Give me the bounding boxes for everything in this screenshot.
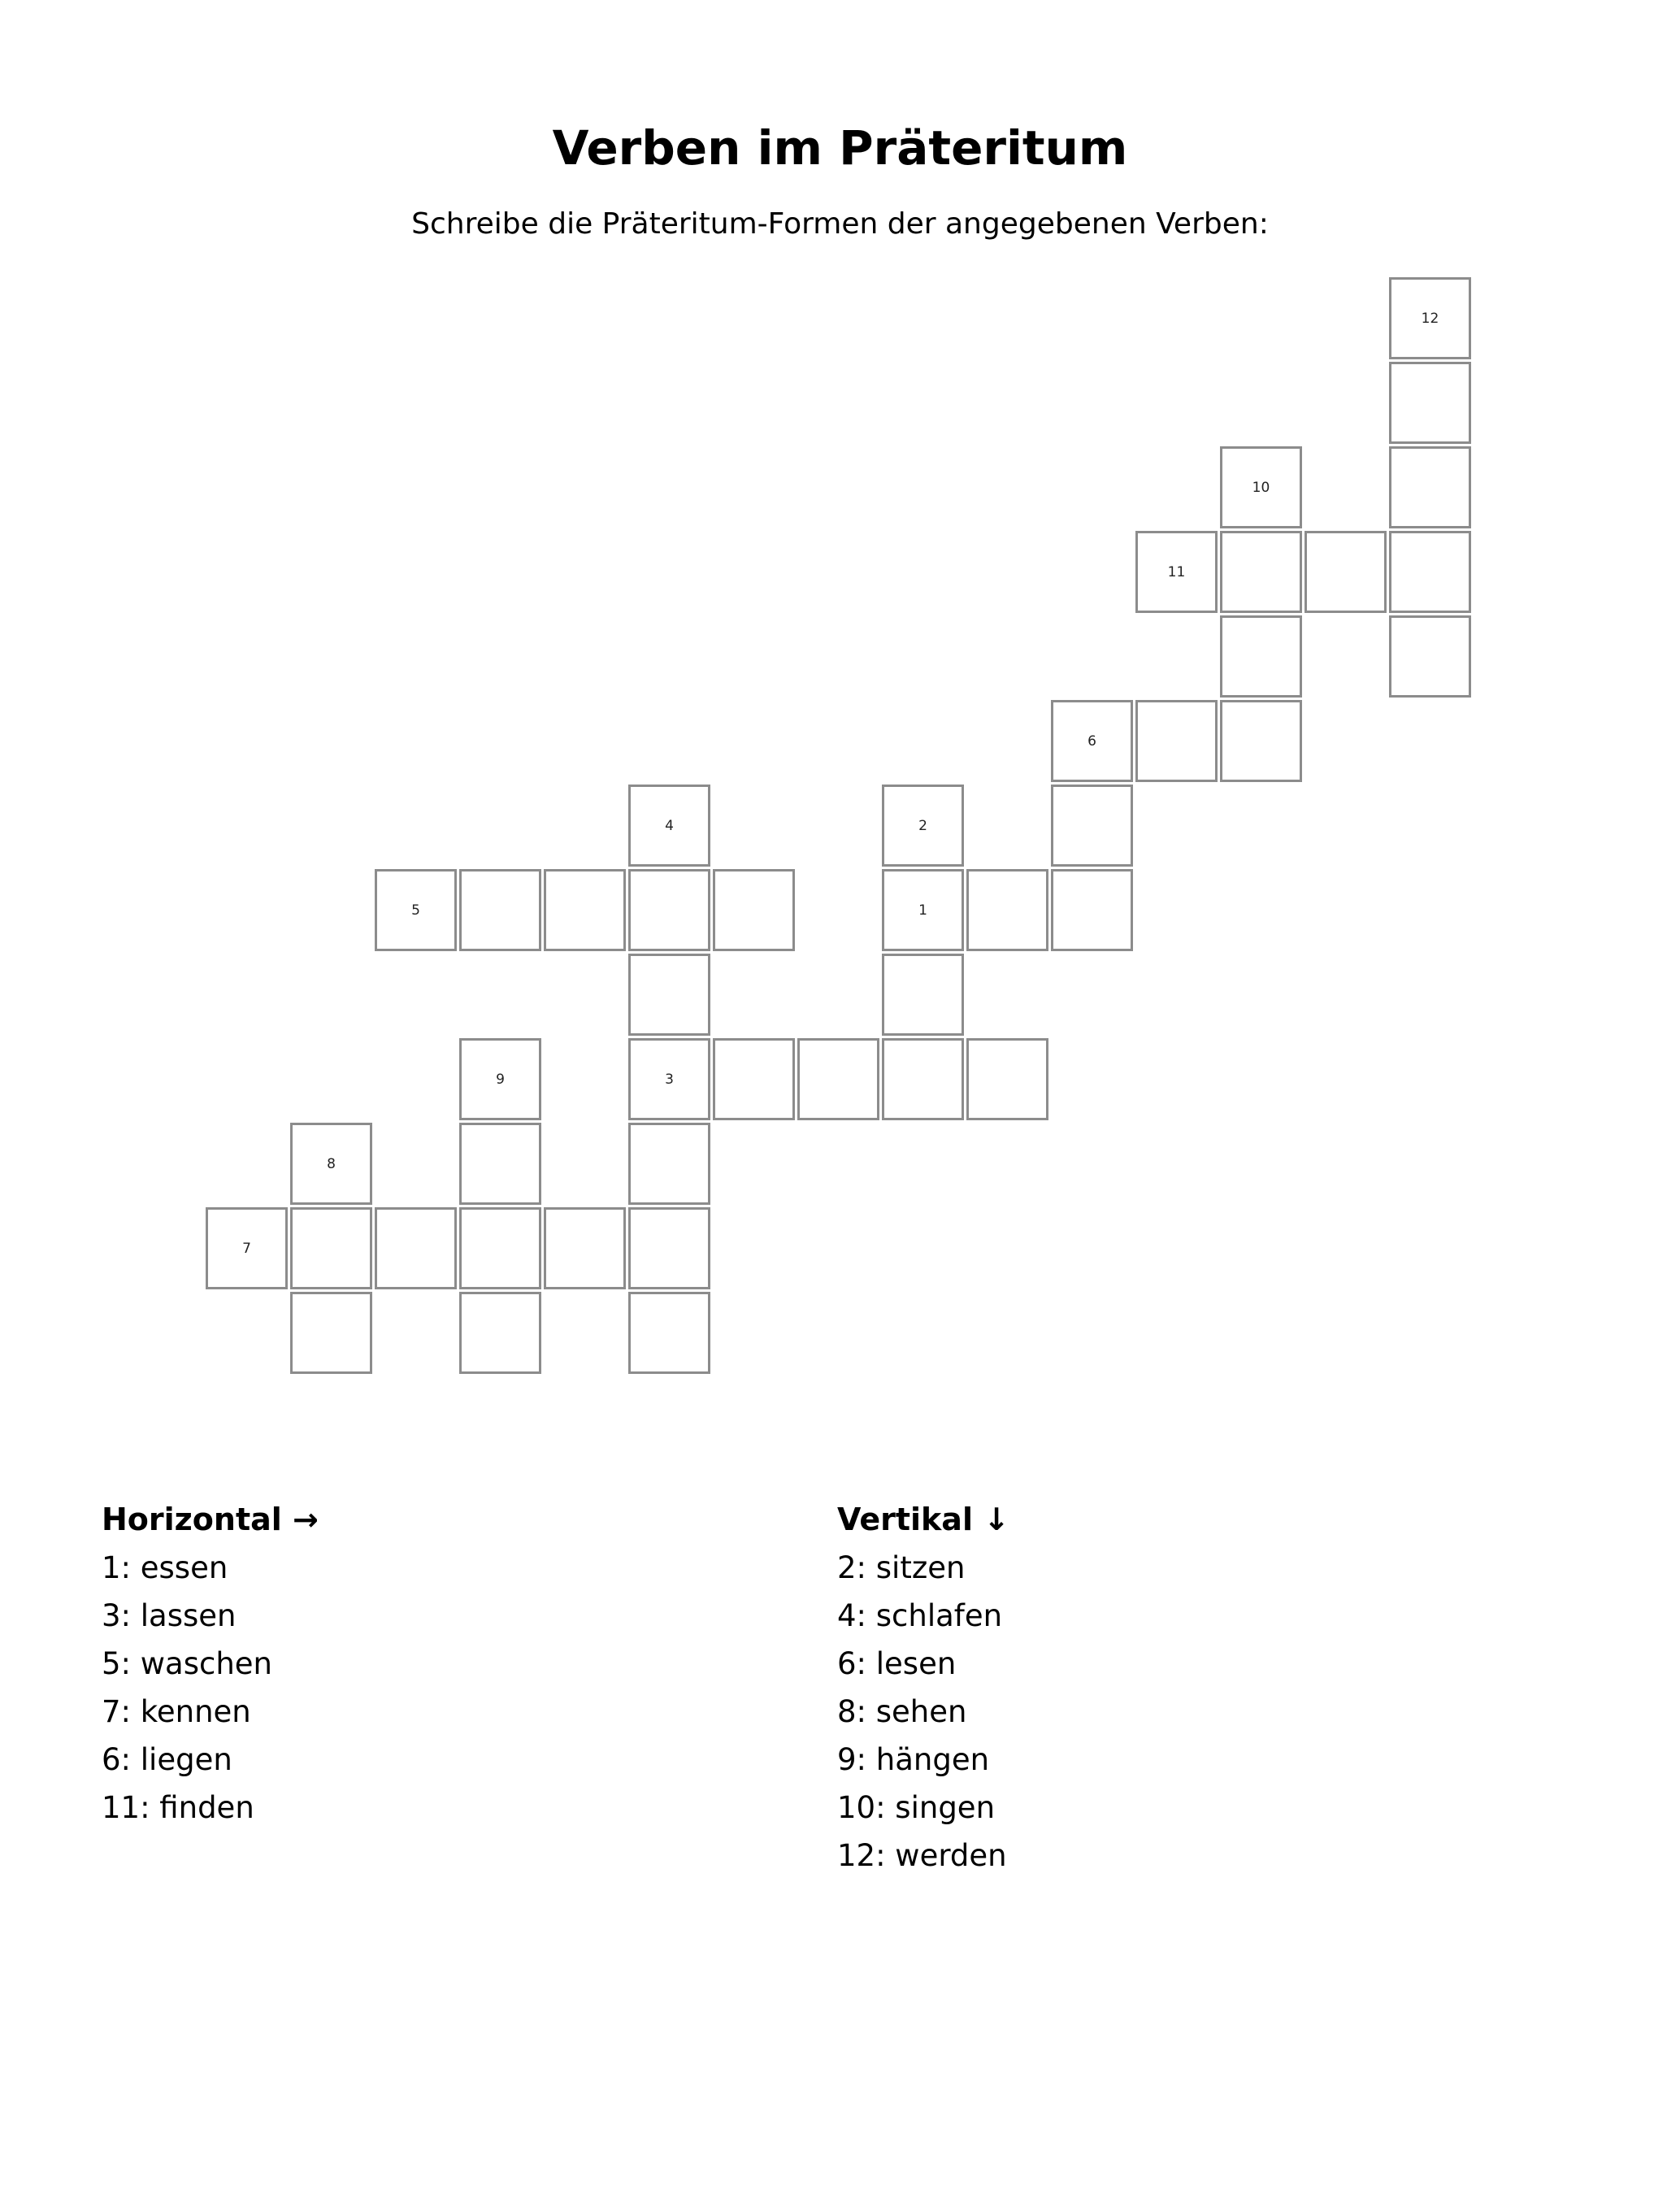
crossword-cell[interactable] xyxy=(1220,615,1302,698)
crossword-cell[interactable] xyxy=(1051,869,1133,951)
crossword-cell[interactable] xyxy=(628,869,710,951)
crossword-cell[interactable] xyxy=(966,1038,1048,1120)
clue-number: 6 xyxy=(1087,732,1096,750)
crossword-cell[interactable] xyxy=(1389,615,1471,698)
clue-number: 5 xyxy=(411,902,420,919)
crossword-cell[interactable] xyxy=(1051,785,1133,867)
crossword-cell-11[interactable] xyxy=(1135,531,1218,613)
clue-item: 4: schlafen xyxy=(837,1598,1003,1633)
clue-item: 6: lesen xyxy=(837,1646,957,1681)
clues-vertical xyxy=(837,1496,1009,1880)
crossword-cell[interactable] xyxy=(544,1207,626,1289)
crossword-cell[interactable] xyxy=(628,954,710,1036)
clue-item: 1: essen xyxy=(102,1550,228,1585)
crossword-cell[interactable] xyxy=(459,869,541,951)
clue-number: 12 xyxy=(1421,310,1439,327)
crossword-cell[interactable] xyxy=(1304,531,1387,613)
crossword-cell[interactable] xyxy=(1220,700,1302,782)
crossword-cell-12[interactable] xyxy=(1389,277,1471,359)
instructions: Schreibe die Präteritum-Formen der angegebenen Verben: xyxy=(411,207,1269,241)
crossword-cell[interactable] xyxy=(1220,531,1302,613)
crossword-cell[interactable] xyxy=(1389,531,1471,613)
clue-item: 10: singen xyxy=(837,1790,996,1825)
clues-horizontal xyxy=(102,1496,319,1832)
crossword-cell[interactable] xyxy=(713,869,795,951)
clue-item: 5: waschen xyxy=(102,1646,272,1681)
crossword-cell[interactable] xyxy=(1135,700,1218,782)
clue-item: 9: hängen xyxy=(837,1742,990,1777)
clue-number: 8 xyxy=(327,1155,336,1172)
clues-horizontal-heading: Horizontal → xyxy=(102,1502,319,1537)
clues-horizontal-list xyxy=(102,1544,319,1832)
clue-number: 7 xyxy=(242,1240,251,1257)
crossword-cell[interactable] xyxy=(628,1123,710,1205)
clue-number: 10 xyxy=(1252,479,1270,496)
crossword-cell-3[interactable] xyxy=(628,1038,710,1120)
clue-number: 3 xyxy=(665,1071,674,1088)
crossword-cell-4[interactable] xyxy=(628,785,710,867)
crossword-cell-7[interactable] xyxy=(206,1207,288,1289)
crossword-cell[interactable] xyxy=(459,1292,541,1374)
crossword-cell-5[interactable] xyxy=(375,869,457,951)
crossword-cell[interactable] xyxy=(544,869,626,951)
crossword-cell[interactable] xyxy=(459,1123,541,1205)
clue-item: 11: finden xyxy=(102,1790,254,1825)
crossword-cell-10[interactable] xyxy=(1220,446,1302,528)
clues-vertical-heading: Vertikal ↓ xyxy=(837,1502,1010,1537)
page-title: Verben im Präteritum xyxy=(552,120,1128,176)
clue-number: 4 xyxy=(665,817,674,834)
crossword-cell[interactable] xyxy=(290,1207,372,1289)
crossword-cell[interactable] xyxy=(375,1207,457,1289)
crossword-cell-6[interactable] xyxy=(1051,700,1133,782)
crossword-cell[interactable] xyxy=(713,1038,795,1120)
clue-number: 2 xyxy=(918,817,927,834)
crossword-cell-2[interactable] xyxy=(882,785,964,867)
clue-item: 7: kennen xyxy=(102,1694,251,1729)
crossword-cell[interactable] xyxy=(882,954,964,1036)
crossword-cell[interactable] xyxy=(290,1292,372,1374)
crossword-cell[interactable] xyxy=(797,1038,879,1120)
crossword-cell-9[interactable] xyxy=(459,1038,541,1120)
clue-number: 11 xyxy=(1167,563,1186,580)
crossword-cell[interactable] xyxy=(628,1292,710,1374)
clue-item: 6: liegen xyxy=(102,1742,232,1777)
crossword-cell[interactable] xyxy=(1389,362,1471,444)
crossword-cell[interactable] xyxy=(882,1038,964,1120)
clue-number: 9 xyxy=(496,1071,505,1088)
crossword-cell-8[interactable] xyxy=(290,1123,372,1205)
clue-item: 3: lassen xyxy=(102,1598,237,1633)
clue-item: 8: sehen xyxy=(837,1694,967,1729)
crossword-cell[interactable] xyxy=(1389,446,1471,528)
crossword-cell-1[interactable] xyxy=(882,869,964,951)
crossword-cell[interactable] xyxy=(966,869,1048,951)
crossword-cell[interactable] xyxy=(459,1207,541,1289)
crossword-cell[interactable] xyxy=(628,1207,710,1289)
clue-item: 12: werden xyxy=(837,1838,1007,1873)
clues-vertical-list xyxy=(837,1544,1009,1880)
clue-number: 1 xyxy=(918,902,927,919)
clue-item: 2: sitzen xyxy=(837,1550,966,1585)
